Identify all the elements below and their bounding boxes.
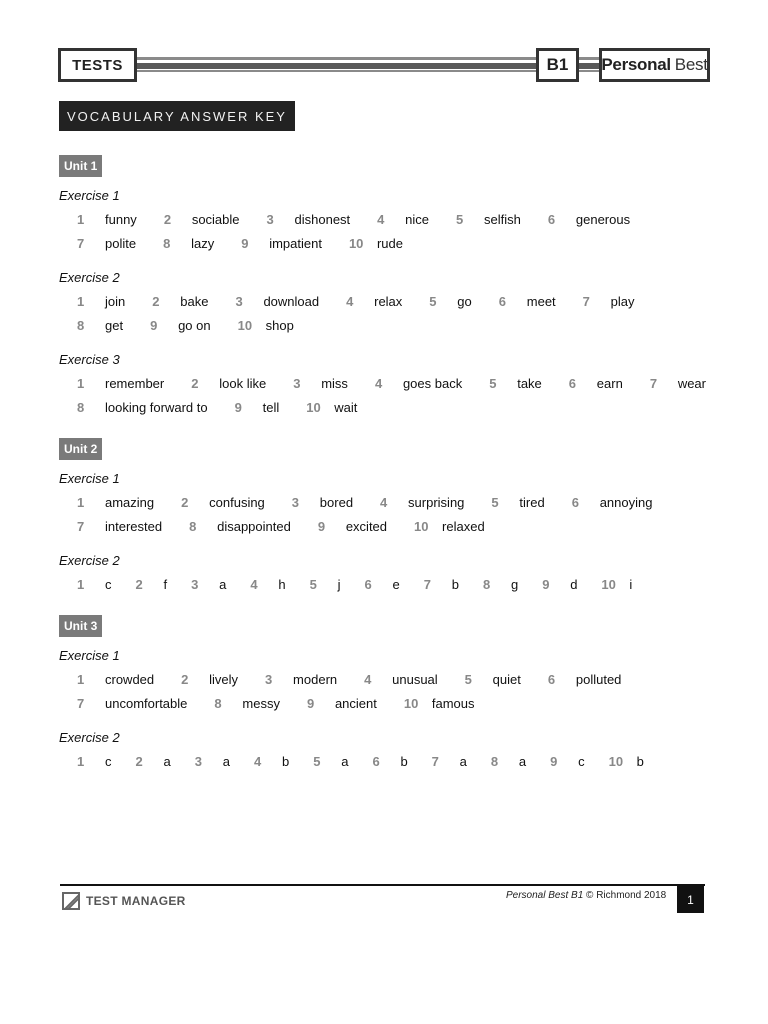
- answer-word: c: [578, 754, 585, 769]
- answer-item: [241, 236, 322, 251]
- answer-word: meet: [526, 294, 556, 309]
- answer-word: rude: [376, 236, 403, 251]
- answer-item: [414, 519, 485, 534]
- answer-item: [77, 376, 164, 391]
- answer-item: [489, 376, 542, 391]
- answer-word: j: [337, 577, 341, 592]
- answer-word: e: [392, 577, 400, 592]
- answer-number: 6: [568, 376, 577, 391]
- answer-item: [77, 495, 154, 510]
- answer-number: 2: [163, 212, 172, 227]
- answer-item: [548, 672, 622, 687]
- answer-word: messy: [242, 696, 280, 711]
- answer-item: [456, 212, 521, 227]
- copyright-title: Personal Best B1: [506, 890, 584, 901]
- unit-label: Unit 1: [59, 155, 102, 177]
- answer-item: [429, 294, 471, 309]
- answer-number: 8: [77, 318, 85, 333]
- unit-label: Unit 3: [59, 615, 102, 637]
- answer-item: [310, 577, 341, 592]
- answer-number: 5: [313, 754, 321, 769]
- answer-row: [59, 318, 719, 342]
- answer-word: a: [222, 754, 230, 769]
- answer-number: 1: [77, 212, 85, 227]
- answer-word: uncomfortable: [105, 696, 188, 711]
- exercise-title: Exercise 3: [59, 352, 120, 367]
- answer-number: 10: [403, 696, 419, 711]
- answer-item: [569, 376, 623, 391]
- answer-number: 4: [377, 212, 385, 227]
- answer-number: 9: [306, 696, 315, 711]
- answer-item: [267, 212, 351, 227]
- answer-word: go on: [178, 318, 211, 333]
- answer-number: 9: [550, 754, 558, 769]
- answer-item: [491, 754, 526, 769]
- answer-number: 3: [293, 376, 301, 391]
- answer-number: 7: [649, 376, 658, 391]
- answer-item: [377, 212, 429, 227]
- answer-number: 3: [291, 495, 300, 510]
- answer-number: 7: [582, 294, 590, 309]
- answer-word: lazy: [191, 236, 215, 251]
- answer-number: 7: [423, 577, 431, 592]
- answer-word: bored: [319, 495, 354, 510]
- answer-number: 9: [241, 236, 249, 251]
- answer-item: [499, 294, 556, 309]
- answer-number: 1: [77, 294, 85, 309]
- answer-item: [313, 754, 348, 769]
- answer-item: [191, 376, 266, 391]
- answer-item: [77, 294, 125, 309]
- exercise-title: Exercise 1: [59, 648, 120, 663]
- answer-row: [59, 672, 719, 696]
- answer-item: [214, 696, 280, 711]
- answer-item: [293, 376, 348, 391]
- answer-item: [483, 577, 518, 592]
- answer-row: [59, 400, 719, 424]
- answer-word: funny: [105, 212, 137, 227]
- answer-item: [150, 318, 211, 333]
- answer-number: 9: [150, 318, 158, 333]
- answer-item: [318, 519, 387, 534]
- answer-word: remember: [105, 376, 165, 391]
- answer-number: 8: [482, 577, 491, 592]
- answer-row: [59, 519, 719, 543]
- answer-item: [77, 696, 187, 711]
- answer-number: 7: [77, 519, 85, 534]
- answer-number: 9: [317, 519, 326, 534]
- answer-number: 5: [464, 672, 472, 687]
- level-badge: B1: [536, 48, 579, 82]
- answer-number: 5: [456, 212, 464, 227]
- answer-number: 1: [77, 577, 85, 592]
- answer-item: [432, 754, 467, 769]
- answer-word: i: [629, 577, 633, 592]
- answer-number: 2: [181, 495, 189, 510]
- answer-number: 6: [547, 672, 556, 687]
- answer-word: b: [281, 754, 290, 769]
- answer-word: dishonest: [294, 212, 351, 227]
- answer-number: 4: [374, 376, 383, 391]
- answer-item: [550, 754, 585, 769]
- answer-word: excited: [345, 519, 388, 534]
- answer-row: [59, 696, 719, 720]
- answer-item: [136, 754, 171, 769]
- answer-word: d: [570, 577, 578, 592]
- answer-item: [238, 318, 294, 333]
- answer-word: b: [451, 577, 459, 592]
- answer-word: selfish: [484, 212, 521, 227]
- answer-word: play: [610, 294, 635, 309]
- brand-logo: [599, 48, 710, 82]
- answer-word: surprising: [408, 495, 465, 510]
- answer-item: [77, 577, 112, 592]
- answer-item: [195, 754, 230, 769]
- answer-word: wait: [334, 400, 358, 415]
- answer-item: [404, 696, 475, 711]
- answer-item: [650, 376, 706, 391]
- answer-word: generous: [575, 212, 631, 227]
- answer-number: 6: [372, 754, 380, 769]
- answer-item: [152, 294, 208, 309]
- answer-word: g: [510, 577, 519, 592]
- answer-word: goes back: [402, 376, 463, 391]
- answer-word: a: [518, 754, 527, 769]
- answer-item: [77, 400, 208, 415]
- answer-word: famous: [431, 696, 475, 711]
- answer-number: 1: [77, 495, 85, 510]
- answer-word: looking forward to: [105, 400, 208, 415]
- answer-word: interested: [105, 519, 163, 534]
- test-manager-icon: [62, 892, 80, 910]
- answer-item: [181, 672, 238, 687]
- answer-number: 10: [414, 519, 429, 534]
- copyright-rest: © Richmond 2018: [586, 890, 667, 901]
- answer-item: [424, 577, 459, 592]
- answer-item: [163, 236, 214, 251]
- answer-item: [136, 577, 168, 592]
- answer-number: 5: [489, 376, 497, 391]
- answer-number: 6: [547, 212, 556, 227]
- answer-word: lively: [209, 672, 239, 687]
- answer-number: 7: [431, 754, 439, 769]
- answer-number: 6: [498, 294, 506, 309]
- answer-item: [542, 577, 577, 592]
- header-rule-short: [578, 57, 600, 72]
- footer-rule: [60, 884, 705, 886]
- answer-item: [601, 577, 632, 592]
- answer-number: 8: [214, 696, 222, 711]
- answer-word: earn: [596, 376, 623, 391]
- answer-row: [59, 212, 719, 236]
- answer-number: 3: [191, 577, 199, 592]
- answer-word: relax: [374, 294, 403, 309]
- answer-number: 8: [490, 754, 499, 769]
- answer-number: 10: [237, 318, 253, 333]
- header-rule: [136, 57, 580, 72]
- answer-item: [77, 519, 162, 534]
- answer-word: ancient: [334, 696, 377, 711]
- answer-word: f: [163, 577, 168, 592]
- answer-number: 8: [163, 236, 171, 251]
- answer-number: 6: [571, 495, 579, 510]
- answer-number: 6: [364, 577, 372, 592]
- test-manager-logo: [62, 892, 186, 910]
- answer-number: 8: [189, 519, 197, 534]
- answer-word: b: [636, 754, 644, 769]
- answer-number: 7: [77, 236, 85, 251]
- answer-number: 9: [234, 400, 242, 415]
- answer-word: look like: [219, 376, 267, 391]
- exercise-title: Exercise 2: [59, 270, 120, 285]
- answer-item: [307, 696, 377, 711]
- answer-item: [548, 212, 630, 227]
- answer-word: shop: [265, 318, 294, 333]
- answer-item: [77, 318, 123, 333]
- answer-number: 2: [191, 376, 199, 391]
- answer-number: 4: [380, 495, 388, 510]
- answer-item: [380, 495, 464, 510]
- answer-item: [189, 519, 291, 534]
- answer-number: 10: [601, 577, 616, 592]
- answer-item: [572, 495, 653, 510]
- answer-word: tired: [519, 495, 545, 510]
- answer-item: [372, 754, 407, 769]
- answer-row: [59, 577, 719, 601]
- unit-label: Unit 2: [59, 438, 102, 460]
- answer-item: [191, 577, 226, 592]
- answer-number: 4: [364, 672, 372, 687]
- answer-item: [77, 672, 154, 687]
- answer-number: 5: [429, 294, 437, 309]
- answer-number: 10: [608, 754, 624, 769]
- answer-word: a: [341, 754, 349, 769]
- answer-number: 4: [253, 754, 262, 769]
- answer-item: [250, 577, 285, 592]
- answer-item: [235, 400, 280, 415]
- answer-word: take: [517, 376, 542, 391]
- answer-row: [59, 236, 719, 260]
- answer-number: 2: [135, 577, 143, 592]
- answer-row: [59, 495, 719, 519]
- answer-number: 7: [77, 696, 85, 711]
- answer-word: unusual: [392, 672, 438, 687]
- answer-item: [254, 754, 289, 769]
- copyright-notice: [506, 890, 666, 901]
- answer-word: quiet: [492, 672, 521, 687]
- page-number: 1: [677, 886, 704, 913]
- answer-word: go: [457, 294, 472, 309]
- answer-word: a: [163, 754, 171, 769]
- brand-second: Best: [674, 55, 708, 74]
- answer-word: annoying: [599, 495, 653, 510]
- exercise-title: Exercise 1: [59, 188, 120, 203]
- answer-word: impatient: [269, 236, 322, 251]
- answer-word: wear: [677, 376, 706, 391]
- answer-item: [465, 672, 521, 687]
- answer-item: [235, 294, 319, 309]
- answer-item: [306, 400, 357, 415]
- answer-number: 3: [194, 754, 202, 769]
- answer-item: [77, 754, 112, 769]
- answer-item: [349, 236, 403, 251]
- answer-item: [77, 212, 137, 227]
- answer-number: 4: [250, 577, 258, 592]
- answer-number: 4: [346, 294, 354, 309]
- answer-word: c: [105, 577, 112, 592]
- answer-number: 1: [77, 376, 85, 391]
- answer-number: 1: [77, 754, 85, 769]
- answer-word: relaxed: [442, 519, 485, 534]
- answer-word: polite: [105, 236, 137, 251]
- exercise-title: Exercise 2: [59, 730, 120, 745]
- answer-word: miss: [321, 376, 348, 391]
- answer-word: h: [278, 577, 286, 592]
- answer-number: 3: [235, 294, 243, 309]
- page-title: VOCABULARY ANSWER KEY: [59, 101, 295, 131]
- answer-number: 2: [152, 294, 160, 309]
- answer-word: bake: [180, 294, 209, 309]
- answer-item: [491, 495, 544, 510]
- answer-word: disappointed: [217, 519, 291, 534]
- answer-item: [164, 212, 240, 227]
- answer-word: polluted: [575, 672, 622, 687]
- exercise-title: Exercise 2: [59, 553, 120, 568]
- answer-word: a: [219, 577, 227, 592]
- answer-row: [59, 754, 719, 778]
- answer-word: get: [105, 318, 124, 333]
- answer-number: 8: [77, 400, 85, 415]
- answer-word: tell: [262, 400, 280, 415]
- answer-word: confusing: [209, 495, 265, 510]
- answer-item: [292, 495, 353, 510]
- answer-word: download: [263, 294, 320, 309]
- answer-item: [181, 495, 265, 510]
- answer-row: [59, 376, 719, 400]
- answer-word: crowded: [105, 672, 155, 687]
- answer-item: [346, 294, 402, 309]
- answer-number: 9: [542, 577, 550, 592]
- answer-item: [375, 376, 462, 391]
- answer-item: [583, 294, 635, 309]
- answer-number: 10: [348, 236, 364, 251]
- answer-number: 1: [77, 672, 85, 687]
- answer-word: c: [105, 754, 112, 769]
- tests-badge: TESTS: [58, 48, 137, 82]
- answer-word: join: [105, 294, 126, 309]
- answer-item: [364, 577, 399, 592]
- exercise-title: Exercise 1: [59, 471, 120, 486]
- answer-word: nice: [405, 212, 430, 227]
- answer-word: amazing: [105, 495, 155, 510]
- answer-number: 2: [135, 754, 143, 769]
- answer-number: 2: [181, 672, 189, 687]
- answer-number: 5: [309, 577, 317, 592]
- answer-item: [265, 672, 337, 687]
- answer-number: 3: [266, 212, 274, 227]
- test-manager-label: TEST MANAGER: [86, 894, 186, 908]
- answer-number: 10: [306, 400, 321, 415]
- answer-item: [364, 672, 438, 687]
- answer-word: a: [459, 754, 467, 769]
- answer-number: 3: [265, 672, 273, 687]
- answer-word: modern: [293, 672, 338, 687]
- page-header: [58, 48, 710, 82]
- answer-row: [59, 294, 719, 318]
- answer-key-content: [59, 155, 719, 788]
- brand-first: Personal: [601, 55, 671, 74]
- answer-item: [77, 236, 136, 251]
- answer-word: b: [400, 754, 408, 769]
- answer-number: 5: [491, 495, 499, 510]
- answer-item: [609, 754, 644, 769]
- answer-word: sociable: [191, 212, 240, 227]
